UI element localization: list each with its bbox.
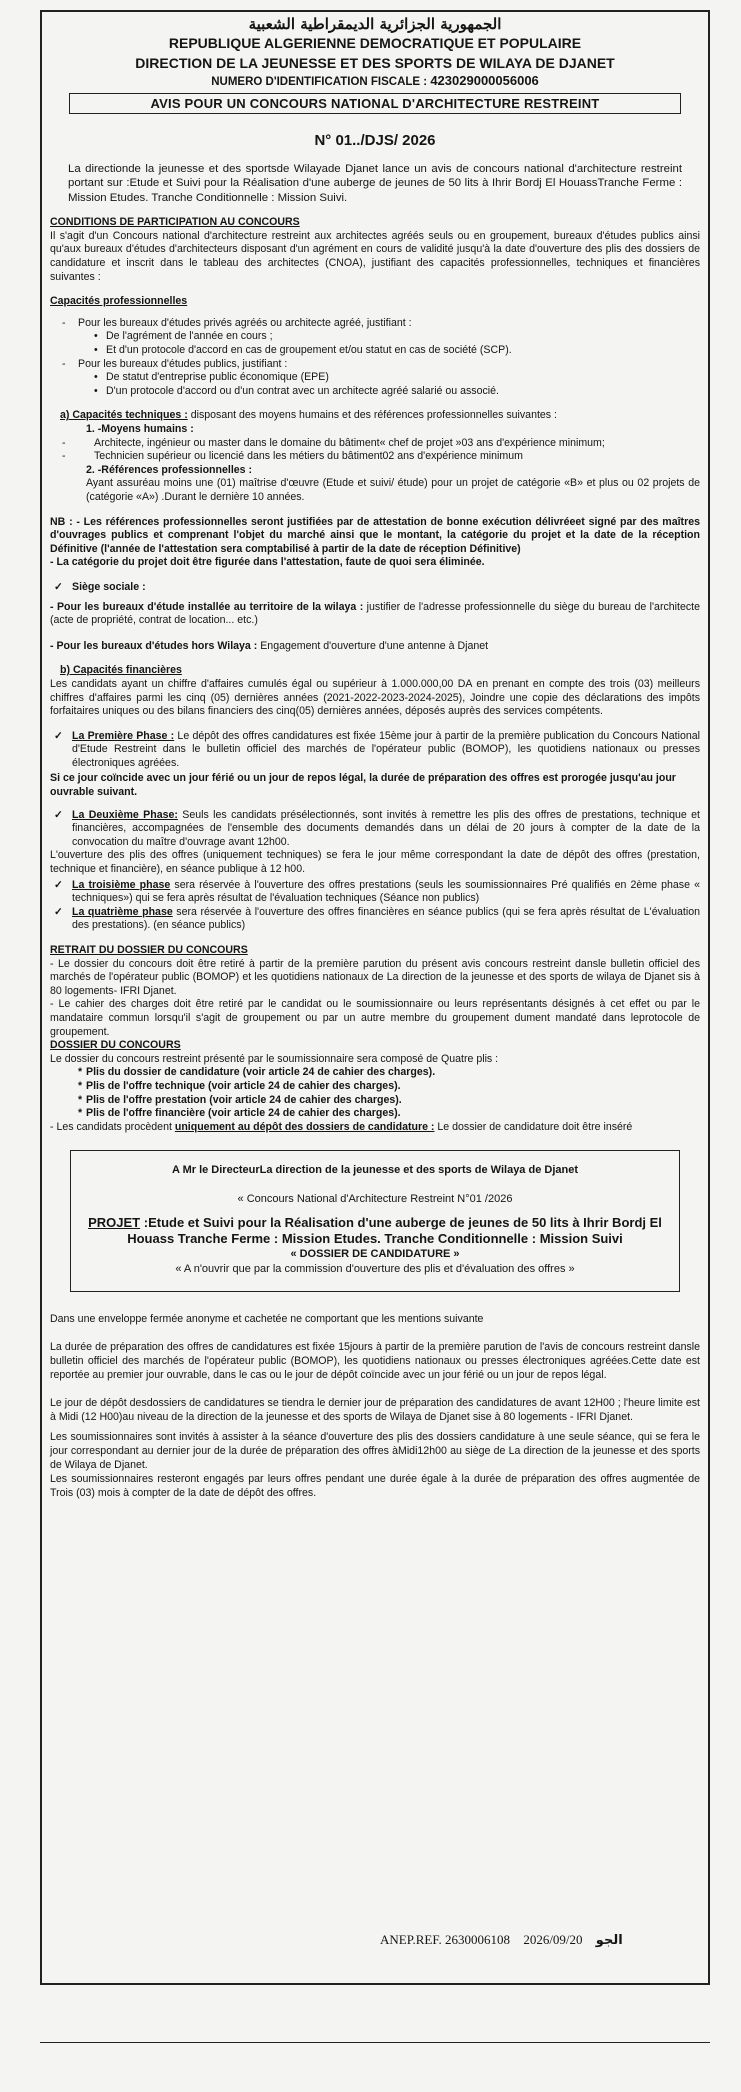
engages-text: Les soumissionnaires resteront engagés par leurs offres pendant une durée égale à la durée de préparation des offres augmentée de Trois (03) mois à compter de la date de dépôt des offres. [50,1473,700,1500]
list-item: • D'un protocole d'accord ou d'un contrat avec un architecte agréé salarié ou associé. [50,385,700,399]
dossier-item: * Plis de l'offre technique (voir article 24 de cahier des charges). [50,1080,700,1094]
phase-2-text: Seuls les candidats présélectionnés, sont invités à remettre les plis des offres de prestations, technique et financières, accompagnées de l'ensemble des documents demandés dans un délai de 20 jours à compter de la date de la convocation du maître d'ouvrage avant 12h00. [72,808,700,848]
phase-1-label: La Première Phase : [72,729,175,742]
duree-text: La durée de préparation des offres de candidatures est fixée 15jours à partir de la première parution de l'avis de concours restreint dansle bulletin officiel des marchés de l'opérateur public (BOMOP), les quotidiens nationaux ou presses électroniques agréées.Cette date est reportée au premier jour ouvrable, dans le cas ou le jour de dépôt coïncide avec un jour férié ou un jour de repos légal. [50,1341,700,1382]
dossier-final-b: Le dossier de candidature doit être inséré [434,1120,633,1133]
depot-text: Le jour de dépôt desdossiers de candidatures se tiendra le dernier jour de préparation des candidatures de avant 12H00 ; l'heure limite est à Midi (12 H00)au niveau de la direction de la jeunesse et des sports de Wilaya de Djanet sise à 80 logements - IFRI Djanet. [50,1397,700,1424]
private-intro: - Pour les bureaux d'études privés agréés ou architecte agréé, justifiant : [50,317,700,331]
lower-section [50,1312,700,1500]
box-concours: « Concours National d'Architecture Restreint N°01 /2026 [237,1193,513,1206]
siege-section [50,581,700,653]
capacites-fin-title: b) Capacités financières [60,664,182,677]
retrait-title: RETRAIT DU DOSSIER DU CONCOURS [50,944,248,956]
siege-title: ✓ Siège sociale : [50,581,700,595]
dossier-final-a: - Les candidats procèdent [50,1120,175,1133]
list-item: - Technicien supérieur ou licencié dans les métiers du bâtiment02 ans d'expérience minimum [50,450,700,464]
capacites-tech-section [50,409,700,504]
conditions-section [50,216,700,284]
box-projet-label: PROJET [88,1215,141,1231]
list-item: • De statut d'entreprise public économique (EPE) [50,371,700,385]
box-dossier: « DOSSIER DE CANDIDATURE » [290,1248,460,1261]
siege-outside-text: Engagement d'ouverture d'une antenne à Djanet [257,639,489,652]
list-item: • De l'agrément de l'année en cours ; [50,330,700,344]
phase-2-label: La Deuxième Phase: [72,808,178,821]
ref-text: Ayant assuréau moins une (01) maîtrise d'œuvre (Etude et suivi/ étude) pour un projet de catégorie «B» et plus ou 02 projets de (catégorie «A») .Durant le dernière 10 années. [86,477,700,503]
notice-frame [40,10,710,1985]
siege-outside-label: - Pour les bureaux d'études hors Wilaya : [50,639,258,652]
anep-ref: ANEP.REF. 2630006108 [380,1932,511,1947]
phase-1-note: Si ce jour coïncide avec un jour férié ou un jour de repos légal, la durée de préparation des offres est prorogée jusqu'au jour ouvrable suivant. [50,772,676,799]
retrait-section [50,944,700,1039]
dossier-final-underlined: uniquement au dépôt des dossiers de candidature : [174,1120,435,1133]
ref-title: 2. -Références professionnelles : [86,463,253,476]
envelope-box [70,1150,680,1292]
notice-number: N° 01../DJS/ 2026 [314,132,436,150]
notice-banner: AVIS POUR UN CONCOURS NATIONAL D'ARCHITECTURE RESTREINT [69,93,681,114]
republic-title: REPUBLIQUE ALGERIENNE DEMOCRATIQUE ET POPULAIRE [168,34,582,51]
nif-label: NUMERO D'IDENTIFICATION FISCALE : [211,75,428,88]
direction-title: DIRECTION DE LA JEUNESSE ET DES SPORTS DE WILAYA DE DJANET [135,54,615,71]
phase-4-label: La quatrième phase [72,905,173,918]
nif [50,74,700,90]
list-item: - Architecte, ingénieur ou master dans le domaine du bâtiment« chef de projet »03 ans d'expérience minimum; [50,437,700,451]
phase-1-text: Le dépôt des offres candidatures est fixée 15ème jour à partir de la première publication du Concours National d'Etude Restreint dans le bulletin officiel des marchés de l'opérateur public (BOMOP), les quotidiens nationaux ou presses électroniques agréées. [72,729,700,769]
dossier-section [50,1039,700,1134]
phase-4-text: sera réservée à l'ouverture des offres financières en séance publics (qui se fera après résultat de L'évaluation des prestations). (en séance publics) [72,905,700,932]
phases-section [50,730,700,933]
arabic-title: الجمهورية الجزائرية الديمقراطية الشعبية [248,15,502,33]
bottom-divider [40,2042,710,2043]
box-projet-text: :Etude et Suivi pour la Réalisation d'une auberge de jeunes de 50 lits à Ihrir Bordj El Houass Tranche Ferme : Mission Etudes. Tranche Conditionnelle : Mission Suivi [127,1215,662,1247]
dossier-item: * Plis de l'offre financière (voir article 24 de cahier des charges). [50,1107,700,1121]
box-note: « A n'ouvrir que par la commission d'ouverture des plis et d'évaluation des offres » [175,1263,575,1276]
capacites-tech-intro: disposant des moyens humains et des références professionnelles suivantes : [187,409,557,422]
retrait-text-1: - Le dossier du concours doit être retiré à partir de la première parution du présent avis concours restreint dansle bulletin officiel des marchés de l'opérateur public (BOMOP) et les quotidiens nationaux de La direction de la jeunesse et des sports de wilaya de Djanet sis à 80 logements- IFRI Djanet. [50,957,700,997]
envelope-text: Dans une enveloppe fermée anonyme et cachetée ne comportant que les mentions suivante [50,1313,484,1326]
phase-3-text: sera réservée à l'ouverture des offres prestations (seuls les soumissionnaires Pré qualifiés en 2ème phase « techniques») qui se fera après résultat de l'évaluation techniques (Séance non publics) [72,878,700,905]
seance-text: Les soumissionnaires sont invités à assister à la séance d'ouverture des plis des dossiers candidature à une seule séance, qui se fera le jour correspondant au dernier jour de la durée de préparation des offres àMidi12h00 au siège de La direction de la jeunesse et des sports de Wilaya de Djanet. [50,1431,700,1472]
conditions-text: Il s'agit d'un Concours national d'architecture restreint aux architectes agréés seuls ou en groupement, bureaux d'études publics ainsi qu'aux bureaux d'études d'architecteurs disposant d'un agrément en cours de validité jusqu'à la date d'ouverture des plis des dossiers de candidature et inscrit dans le tableau des architectes (CNOA), justifiant des capacités professionnelles, techniques et financières suivantes : [50,229,700,283]
nb-text-2: - La catégorie du projet doit être figurée dans l'attestation, faute de quoi sera éliminée. [50,556,485,569]
siege-local-text: justifier de l'adresse professionnelle du siège du bureau de l'architecte (acte de propriété, contrat de location... etc.) [50,600,700,627]
list-item: • Et d'un protocole d'accord en cas de groupement et/ou statut en cas de société (SCP). [50,344,700,358]
dossier-item: * Plis de l'offre prestation (voir article 24 de cahier des charges). [50,1094,700,1108]
dossier-title: DOSSIER DU CONCOURS [50,1039,181,1052]
capacites-fin-text: Les candidats ayant un chiffre d'affaires cumulés égal ou supérieur à 1.000.000,00 DA en prenant en compte des trois (03) meilleurs chiffres d'affaires parmi les cinq (05) dernières années (2021-2022-2023-2024-2025), Joindre une copie des déclarations des impôts forfaitaires uniques ou des bilans financiers des cinq(05) dernières années, déposés auprès des services compétents. [50,677,700,718]
box-projet [85,1215,665,1247]
phase-3-label: La troisième phase [72,878,171,891]
conditions-title: CONDITIONS DE PARTICIPATION AU CONCOURS [50,216,300,229]
footer [380,1932,633,1948]
nif-value: 423029000056006 [430,72,539,88]
retrait-text-2: - Le cahier des charges doit être retiré par le candidat ou le soumissionnaire ou leurs représentants désignés à cet effet ou par le mandataire commun lorsqu'il s'agit de groupement ou par un autre membre du groupement dument mandaté dans leprotocole de groupement. [50,998,700,1038]
intro-text: La directionde la jeunesse et des sportsde Wilayade Djanet lance un avis de concours national d'architecture restreint portant sur :Etude et Suivi pour la Réalisation d'une auberge de jeunes de 50 lits à Ihrir Bordj El HouassTranche Ferme : Mission Etudes. Tranche Conditionnelle : Mission Suivi. [68,162,682,204]
human-title: 1. -Moyens humains : [86,423,194,435]
dossier-intro: Le dossier du concours restreint présenté par le soumissionnaire sera composé de Quatre plis : [50,1052,499,1065]
capacites-pro-title: Capacités professionnelles [50,295,188,308]
siege-local-label: - Pour les bureaux d'étude installée au territoire de la wilaya : [50,600,364,613]
capacites-fin-section [50,664,700,718]
publication-date: 2026/09/20 [523,1932,583,1947]
nb-section [50,516,700,570]
notice-content [50,15,700,1500]
dossier-item: * Plis du dossier de candidature (voir article 24 de cahier des charges). [50,1066,700,1080]
phase-2-note: L'ouverture des plis des offres (uniquement techniques) se fera le jour même correspondant la date de dépôt des offres (prestation, technique et financière), en séance publique à 12 h00. [50,849,700,876]
public-intro: - Pour les bureaux d'études publics, justifiant : [50,358,700,372]
footer-arabic: الجو [595,1933,623,1948]
nb-text: NB : - Les références professionnelles seront justifiées par de attestation de bonne exécution délivréeet signé par des maîtres d'ouvrages publics et comprenant l'objet du marché ainsi que le montant, la catégorie du projet et la date de la réception Définitive (l'année de l'attestation sera comptabilisé à partir de la date de réception Définitive) [50,515,700,555]
capacites-tech-title: a) Capacités techniques : [60,409,188,422]
capacites-pro-section [50,295,700,398]
box-addressee: A Mr le DirecteurLa direction de la jeunesse et des sports de Wilaya de Djanet [171,1164,578,1177]
